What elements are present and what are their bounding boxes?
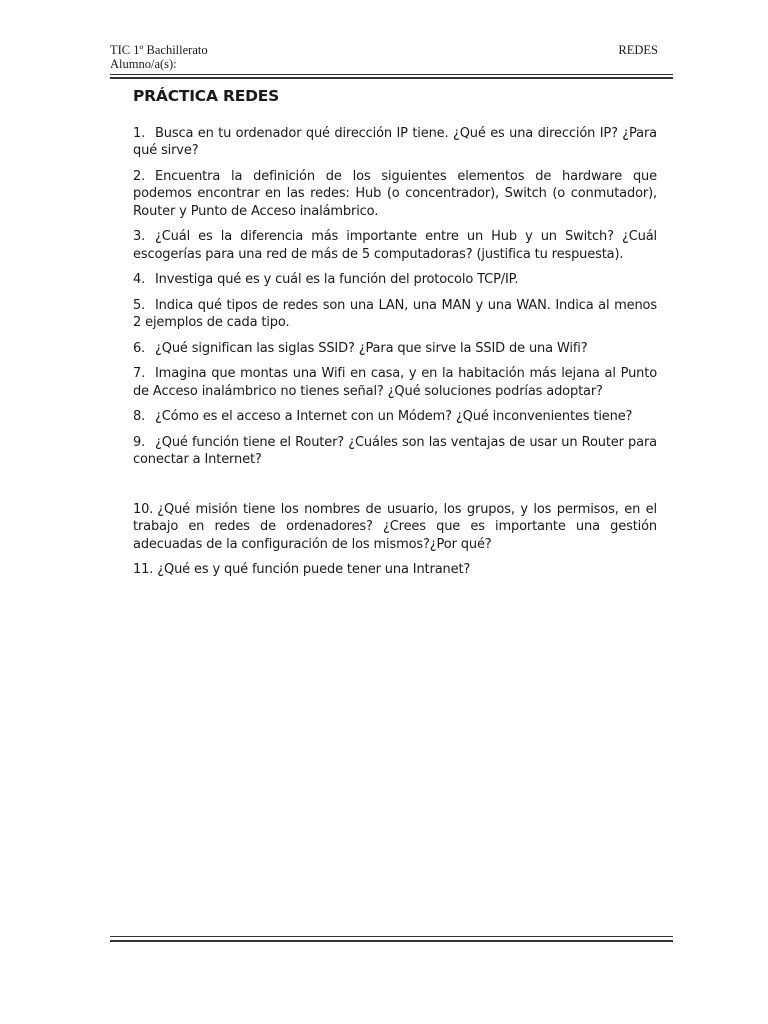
question-number: 11. xyxy=(133,562,154,577)
question-number: 5. xyxy=(133,297,146,313)
question-4 xyxy=(133,271,657,289)
question-text: ¿Cuál es la diferencia más importante entre un Hub y un Switch? ¿Cuál escogerías para una red de más de 5 computadoras? (justifica tu respuesta). xyxy=(133,229,657,262)
question-text: Indica qué tipos de redes son una LAN, una MAN y una WAN. Indica al menos 2 ejemplos de cada tipo. xyxy=(133,297,657,330)
footer-rule-top xyxy=(110,936,673,937)
question-5 xyxy=(133,297,657,332)
footer-rule-bottom xyxy=(110,940,673,942)
question-text: Imagina que montas una Wifi en casa, y en la habitación más lejana al Punto de Acceso inalámbrico no tienes señal? ¿Qué soluciones podrías adoptar? xyxy=(133,366,657,399)
header-left xyxy=(110,43,208,71)
spacer xyxy=(133,477,657,501)
question-6 xyxy=(133,340,657,358)
question-number: 6. xyxy=(133,340,146,356)
document-body xyxy=(133,86,657,587)
question-text: ¿Cómo es el acceso a Internet con un Módem? ¿Qué inconvenientes tiene? xyxy=(155,409,633,424)
question-text: ¿Qué es y qué función puede tener una Intranet? xyxy=(157,562,471,577)
question-text: Busca en tu ordenador qué dirección IP tiene. ¿Qué es una dirección IP? ¿Para qué sirve? xyxy=(133,125,657,158)
question-text: ¿Qué función tiene el Router? ¿Cuáles son las ventajas de usar un Router para conectar a Internet? xyxy=(133,434,657,467)
question-number: 2. xyxy=(133,168,146,184)
question-8 xyxy=(133,408,657,426)
question-number: 8. xyxy=(133,409,146,424)
question-number: 10. xyxy=(133,501,154,517)
question-1 xyxy=(133,125,657,160)
question-text: Investiga qué es y cuál es la función del protocolo TCP/IP. xyxy=(155,272,519,287)
question-2 xyxy=(133,168,657,221)
subject-label: REDES xyxy=(618,43,658,57)
question-3 xyxy=(133,228,657,263)
question-number: 1. xyxy=(133,125,146,141)
question-text: ¿Qué misión tiene los nombres de usuario, los grupos, y los permisos, en el trabajo en redes de ordenadores? ¿Crees que es importante una gestión adecuadas de la configuración de los mismos?¿Por qué? xyxy=(133,501,657,552)
course-label: TIC 1º Bachillerato xyxy=(110,43,208,57)
question-number: 7. xyxy=(133,366,146,381)
question-number: 9. xyxy=(133,434,146,450)
page-title: PRÁCTICA REDES xyxy=(133,87,280,105)
question-number: 4. xyxy=(133,272,146,287)
question-9 xyxy=(133,434,657,469)
header-rule-bottom xyxy=(110,77,673,79)
question-7 xyxy=(133,365,657,400)
question-text: Encuentra la definición de los siguientes elementos de hardware que podemos encontrar en las redes: Hub (o concentrador), Switch (o conmutador), Router y Punto de Acceso inalámbrico. xyxy=(133,168,657,219)
question-text: ¿Qué significan las siglas SSID? ¿Para que sirve la SSID de una Wifi? xyxy=(155,340,588,356)
question-10 xyxy=(133,501,657,554)
student-label: Alumno/a(s): xyxy=(110,57,177,71)
question-number: 3. xyxy=(133,229,146,244)
question-11 xyxy=(133,561,657,579)
header-rule-top xyxy=(110,74,673,75)
